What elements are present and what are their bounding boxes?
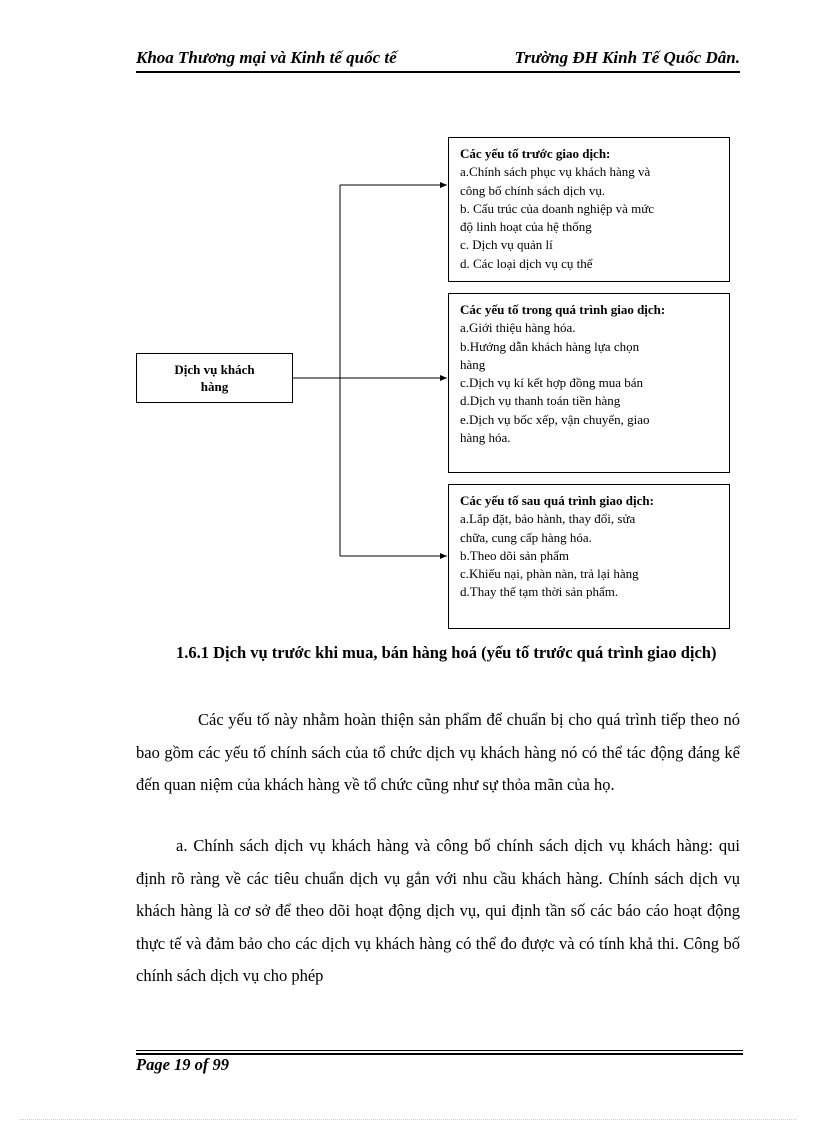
box-line: b.Theo dõi sản phẩm: [460, 547, 570, 563]
box-line: chữa, cung cấp hàng hóa.: [460, 529, 592, 545]
header-faculty: Khoa Thương mại và Kinh tế quốc tế: [136, 48, 397, 67]
paragraph: a. Chính sách dịch vụ khách hàng và công bố chính sách dịch vụ khách hàng: qui định rõ ràng về các tiêu chuẩn dịch vụ gắn với nhu cầu khách hàng. Chính sách dịch vụ khách hàng là cơ sở để theo dõi hoạt động dịch vụ, qui định tần số các báo cáo hoạt động thực tế và đảm bảo cho các dịch vụ khách hàng có thể đo được và có tính khả thi. Công bố chính sách dịch vụ cho phép: [136, 836, 740, 985]
section-heading: 1.6.1 Dịch vụ trước khi mua, bán hàng hoá (yếu tố trước quá trình giao dịch): [176, 643, 717, 662]
diagram-box-post-transaction: [448, 484, 730, 629]
box-line: d. Các loại dịch vụ cụ thể: [460, 255, 593, 271]
page-header: [136, 48, 740, 68]
header-university: Trường ĐH Kinh Tế Quốc Dân.: [514, 48, 740, 67]
diagram-box-pre-transaction: [448, 137, 730, 282]
box-line: a.Giới thiệu hàng hóa.: [460, 320, 576, 336]
box-title: Các yếu tố sau quá trình giao dịch:: [460, 493, 654, 508]
box-line: e.Dịch vụ bốc xếp, vận chuyển, giao: [460, 411, 650, 427]
box-line: công bố chính sách dịch vụ.: [460, 182, 606, 198]
box-line: hàng hóa.: [460, 430, 511, 446]
box-line: c.Khiếu nại, phàn nàn, trả lại hàng: [460, 566, 639, 582]
source-line: hàng: [200, 379, 229, 394]
page-edge-divider: [20, 1119, 796, 1120]
box-line: độ linh hoạt của hệ thống: [460, 219, 592, 235]
page-number: Page 19 of 99: [136, 1055, 230, 1074]
header-rule: [136, 71, 740, 73]
box-line: a.Chính sách phục vụ khách hàng và: [460, 164, 651, 180]
box-line: c.Dịch vụ kí kết hợp đồng mua bán: [460, 375, 644, 391]
box-title: Các yếu tố trong quá trình giao dịch:: [460, 302, 666, 317]
box-line: d.Dịch vụ thanh toán tiền hàng: [460, 393, 621, 409]
box-line: c. Dịch vụ quản lí: [460, 237, 553, 253]
footer-rule: [136, 1050, 743, 1051]
box-line: a.Lắp đặt, bảo hành, thay đổi, sửa: [460, 511, 636, 527]
box-line: hàng: [460, 356, 486, 372]
box-title: Các yếu tố trước giao dịch:: [460, 146, 611, 161]
paragraph: Các yếu tố này nhằm hoàn thiện sản phẩm để chuẩn bị cho quá trình tiếp theo nó bao gồm các yếu tố chính sách của tổ chức dịch vụ khách hàng nó có thể tác động đáng kể đến quan niệm của khách hàng về tổ chức cũng như sự thỏa mãn của họ.: [136, 710, 740, 794]
diagram-source-box: [136, 353, 293, 403]
source-line: Dịch vụ khách: [174, 362, 255, 377]
box-line: b.Hướng dẫn khách hàng lựa chọn: [460, 338, 640, 354]
box-line: b. Cấu trúc của doanh nghiệp và mức: [460, 200, 655, 216]
diagram-box-during-transaction: [448, 293, 730, 473]
box-line: d.Thay thế tạm thời sản phẩm.: [460, 584, 619, 600]
